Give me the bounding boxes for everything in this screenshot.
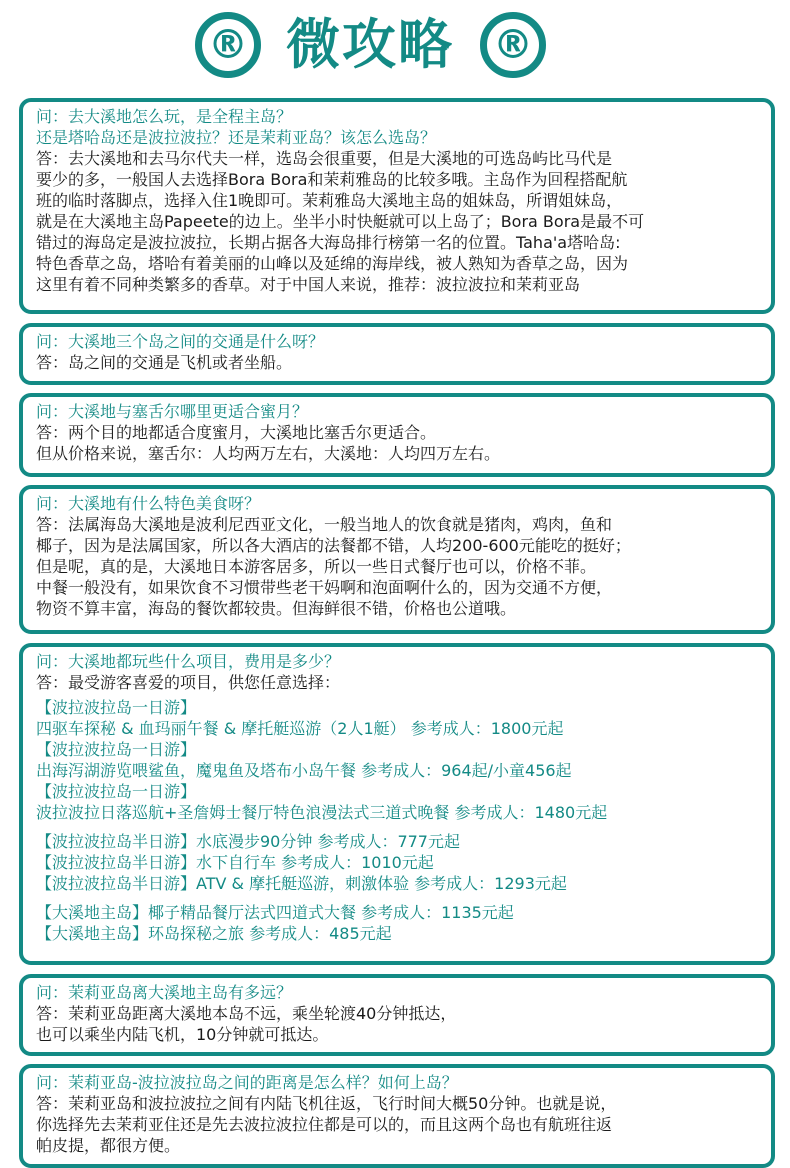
question-line: 问：茉莉亚岛离大溪地主岛有多远？ bbox=[36, 983, 293, 1002]
answer-line: 特色香草之岛，塔哈有着美丽的山峰以及延绵的海岸线，被人熟知为香草之岛，因为 bbox=[36, 254, 629, 273]
question-line: 问：大溪地三个岛之间的交通是什么呀？ bbox=[36, 332, 325, 351]
activity-item: 【波拉波拉岛一日游】 bbox=[36, 782, 197, 801]
page-title: 微攻略 bbox=[286, 13, 454, 76]
answer-line: 你选择先去茉莉亚住还是先去波拉波拉住都是可以的，而且这两个岛也有航班往返 bbox=[36, 1115, 613, 1134]
activity-item: 【波拉波拉岛半日游】水底漫步90分钟 参考成人：777元起 bbox=[36, 832, 460, 851]
question-line: 问：茉莉亚岛-波拉波拉岛之间的距离是怎么样？如何上岛？ bbox=[36, 1073, 458, 1092]
answer-line: 答：茉莉亚岛和波拉波拉之间有内陆飞机往返，飞行时间大概50分钟。也就是说， bbox=[36, 1094, 617, 1113]
faq-card-moorea-distance bbox=[19, 974, 775, 1056]
answer-line: 也可以乘坐内陆飞机，10分钟就可抵达。 bbox=[36, 1025, 329, 1044]
answer-line: 物资不算丰富，海岛的餐饮都较贵。但海鲜很不错，价格也公道哦。 bbox=[36, 599, 517, 618]
answer-line: 这里有着不同种类繁多的香草。对于中国人来说，推荐：波拉波拉和茉莉亚岛 bbox=[36, 275, 581, 294]
answer-line: 答：岛之间的交通是飞机或者坐船。 bbox=[36, 353, 293, 372]
answer-line: 但是呢，真的是，大溪地日本游客居多，所以一些日式餐厅也可以，价格不菲。 bbox=[36, 557, 597, 576]
answer-line: 答：最受游客喜爱的项目，供您任意选择： bbox=[36, 673, 341, 692]
activity-item: 【波拉波拉岛半日游】ATV & 摩托艇巡游，刺激体验 参考成人：1293元起 bbox=[36, 874, 567, 893]
answer-line: 就是在大溪地主岛Papeete的边上。坐半小时快艇就可以上岛了；Bora Bora是最不可 bbox=[36, 212, 645, 231]
activity-item: 四驱车探秘 & 血玛丽午餐 & 摩托艇巡游（2人1艇） 参考成人：1800元起 bbox=[36, 719, 564, 738]
activity-item: 【波拉波拉岛一日游】 bbox=[36, 740, 197, 759]
answer-line: 帕皮提，都很方便。 bbox=[36, 1136, 181, 1155]
registered-mark-icon-right: ® bbox=[480, 12, 546, 78]
spacer bbox=[36, 823, 759, 831]
answer-line: 错过的海岛定是波拉波拉，长期占据各大海岛排行榜第一名的位置。Taha'a塔哈岛: bbox=[36, 233, 621, 252]
question-line: 问：大溪地与塞舌尔哪里更适合蜜月？ bbox=[36, 402, 309, 421]
question-line: 问：大溪地都玩些什么项目，费用是多少？ bbox=[36, 652, 341, 671]
registered-mark-icon-left: ® bbox=[195, 12, 261, 78]
answer-line: 答：法属海岛大溪地是波利尼西亚文化，一般当地人的饮食就是猪肉，鸡肉，鱼和 bbox=[36, 515, 613, 534]
faq-card-activities bbox=[19, 643, 775, 965]
activity-item: 【波拉波拉岛一日游】 bbox=[36, 698, 197, 717]
activity-item: 【波拉波拉岛半日游】水下自行车 参考成人：1010元起 bbox=[36, 853, 434, 872]
answer-line: 椰子，因为是法属国家，所以各大酒店的法餐都不错，人均200-600元能吃的挺好； bbox=[36, 536, 631, 555]
spacer bbox=[36, 894, 759, 902]
faq-card-inter-island bbox=[19, 1064, 775, 1168]
activity-item: 波拉波拉日落巡航+圣詹姆士餐厅特色浪漫法式三道式晚餐 参考成人：1480元起 bbox=[36, 803, 608, 822]
answer-line: 答：茉莉亚岛距离大溪地本岛不远，乘坐轮渡40分钟抵达， bbox=[36, 1004, 457, 1023]
answer-line: 中餐一般没有，如果饮食不习惯带些老干妈啊和泡面啊什么的，因为交通不方便， bbox=[36, 578, 613, 597]
faq-card-transport bbox=[19, 323, 775, 385]
header bbox=[0, 0, 790, 98]
answer-line: 班的临时落脚点，选择入住1晚即可。茉莉雅岛大溪地主岛的姐妹岛，所谓姐妹岛， bbox=[36, 191, 623, 210]
faq-card-honeymoon bbox=[19, 393, 775, 477]
answer-line: 答：两个目的地都适合度蜜月，大溪地比塞舌尔更适合。 bbox=[36, 423, 437, 442]
answer-line: 答：去大溪地和去马尔代夫一样，选岛会很重要，但是大溪地的可选岛屿比马代是 bbox=[36, 149, 613, 168]
activity-item: 【大溪地主岛】椰子精品餐厅法式四道式大餐 参考成人：1135元起 bbox=[36, 903, 514, 922]
faq-card-destination-choice bbox=[19, 98, 775, 314]
answer-line: 但从价格来说，塞舌尔：人均两万左右，大溪地：人均四万左右。 bbox=[36, 444, 501, 463]
activity-item: 【大溪地主岛】环岛探秘之旅 参考成人：485元起 bbox=[36, 924, 392, 943]
faq-card-food bbox=[19, 485, 775, 634]
activity-item: 出海泻湖游览喂鲨鱼，魔鬼鱼及塔布小岛午餐 参考成人：964起/小童456起 bbox=[36, 761, 572, 780]
question-line: 问：去大溪地怎么玩，是全程主岛？ bbox=[36, 107, 293, 126]
answer-line: 要少的多，一般国人去选择Bora Bora和茉莉雅岛的比较多哦。主岛作为回程搭配航 bbox=[36, 170, 628, 189]
question-line: 问：大溪地有什么特色美食呀？ bbox=[36, 494, 261, 513]
question-line: 还是塔哈岛还是波拉波拉？还是茉莉亚岛？该怎么选岛？ bbox=[36, 128, 437, 147]
